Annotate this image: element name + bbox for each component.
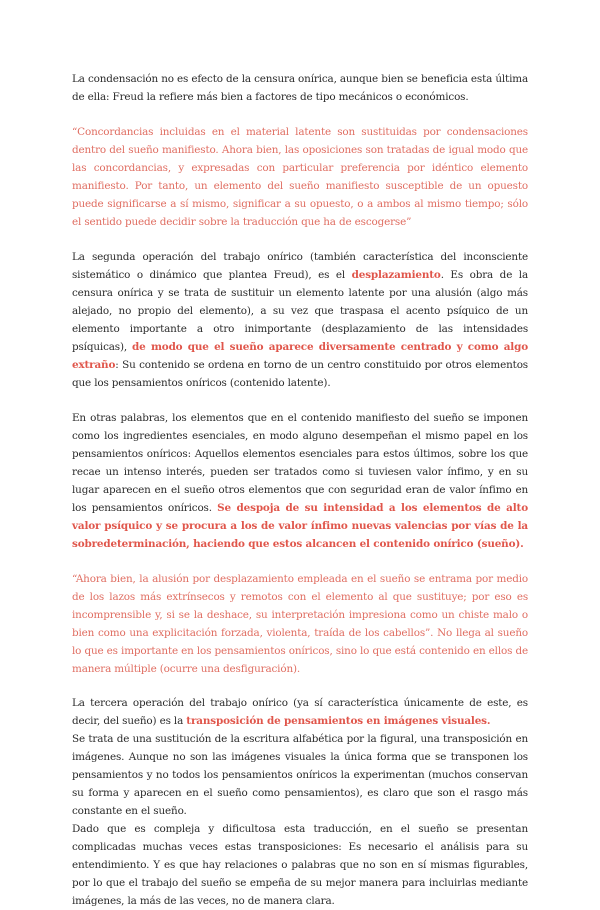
text-run-desfiguracion: . No llega al sueño lo que es importante en los pensamientos oníricos, sino lo que está contenido en ellos de manera múltiple (ocurre una desfiguración). xyxy=(72,627,528,675)
text-run: En otras palabras, los elementos que en el contenido manifiesto del sueño se imponen como los ingredientes esenciales, en modo alguno desempeñan el mismo papel en los pensamientos oníricos: Aquellos elementos esenciales para estos últimos, sobre los que recae un intenso interés, pueden ser tratados como si tuviesen valor ínfimo, y en su lugar aparecen en el sueño otros elementos que con seguridad eran de valor ínfimo en los pensamientos oníricos. xyxy=(72,412,528,514)
highlight-intensidad: Se despoja de su intensidad a los elementos de alto valor psíquico y se procura a los de valor ínfimo nuevas valencias por vías de la sobredeterminación, haciendo que estos alcancen el contenido onírico (sueño). xyxy=(72,502,528,550)
quote-alusion: “Ahora bien, la alusión por desplazamiento empleada en el sueño se entrama por medio de los lazos más extrínsecos y remotos con el elemento al que sustituye; por eso es incomprensible y, si se la deshace, su interpretación impresiona como un chiste malo o bien como una explicitación forzada, violenta, traída de los cabellos” xyxy=(72,573,528,639)
highlight-sueno-descentrado: de modo que el sueño aparece diversamente centrado y como algo extraño xyxy=(72,341,528,371)
paragraph-desplazamiento xyxy=(72,248,528,392)
paragraph-otras-palabras xyxy=(72,409,528,553)
quote-concordancias: “Concordancias incluidas en el material latente son sustituidas por condensaciones dentro del sueño manifiesto. Ahora bien, las oposiciones son tratadas de igual modo que las concordancias, y expresadas con particular preferencia por idéntico elemento manifiesto. Por tanto, un elemento del sueño manifiesto susceptible de un opuesto puede significarse a sí mismo, significar a su opuesto, o a ambos al mismo tiempo; sólo el sentido puede decidir sobre la traducción que ha de escogerse” xyxy=(72,126,528,228)
text-run: La segunda operación del trabajo onírico (también característica del inconsciente sistemático o dinámico que plantea Freud), es el xyxy=(72,251,528,281)
text-run: : Su contenido se ordena en torno de un centro constituido por otros elementos que los pensamientos oníricos (contenido latente). xyxy=(72,359,528,389)
highlight-transposicion: transposición de pensamientos en imágenes visuales. xyxy=(186,715,491,727)
highlight-desplazamiento: desplazamiento xyxy=(351,269,441,281)
text-run: . Es obra de la censura onírica y se trata de sustituir un elemento latente por una alusión (algo más alejado, no propio del elemento), a su vez que traspasa el acento psíquico de un elemento importante a otro inimportante (desplazamiento de las intensidades psíquicas), xyxy=(72,269,528,353)
text-run: La tercera operación del trabajo onírico (ya sí característica únicamente de este, es decir, del sueño) es la xyxy=(72,697,528,727)
paragraph-alusion xyxy=(72,570,528,678)
paragraph-traduccion: Dado que es compleja y dificultosa esta traducción, en el sueño se presentan complicadas muchas veces estas transposiciones: Es necesario el análisis para su entendimiento. Y es que hay relaciones o palabras que no son en sí mismas figurables, por lo que el trabajo del sueño se empeña de su mejor manera para incluirlas mediante imágenes, la más de las veces, no de manera clara. xyxy=(72,823,528,907)
paragraph-tercera-operacion xyxy=(72,694,528,730)
paragraph-sustitucion: Se trata de una sustitución de la escritura alfabética por la figural, una transposición en imágenes. Aunque no son las imágenes visuales la única forma que se transponen los pensamientos y no todos los pensamientos oníricos la experimentan (muchos conservan su forma y aparecen en el sueño como pensamientos), es claro que son el rasgo más constante en el sueño. xyxy=(72,733,528,817)
paragraph-condensacion: La condensación no es efecto de la censura onírica, aunque bien se beneficia esta última de ella: Freud la refiere más bien a factores de tipo mecánicos o económicos. xyxy=(72,73,528,103)
